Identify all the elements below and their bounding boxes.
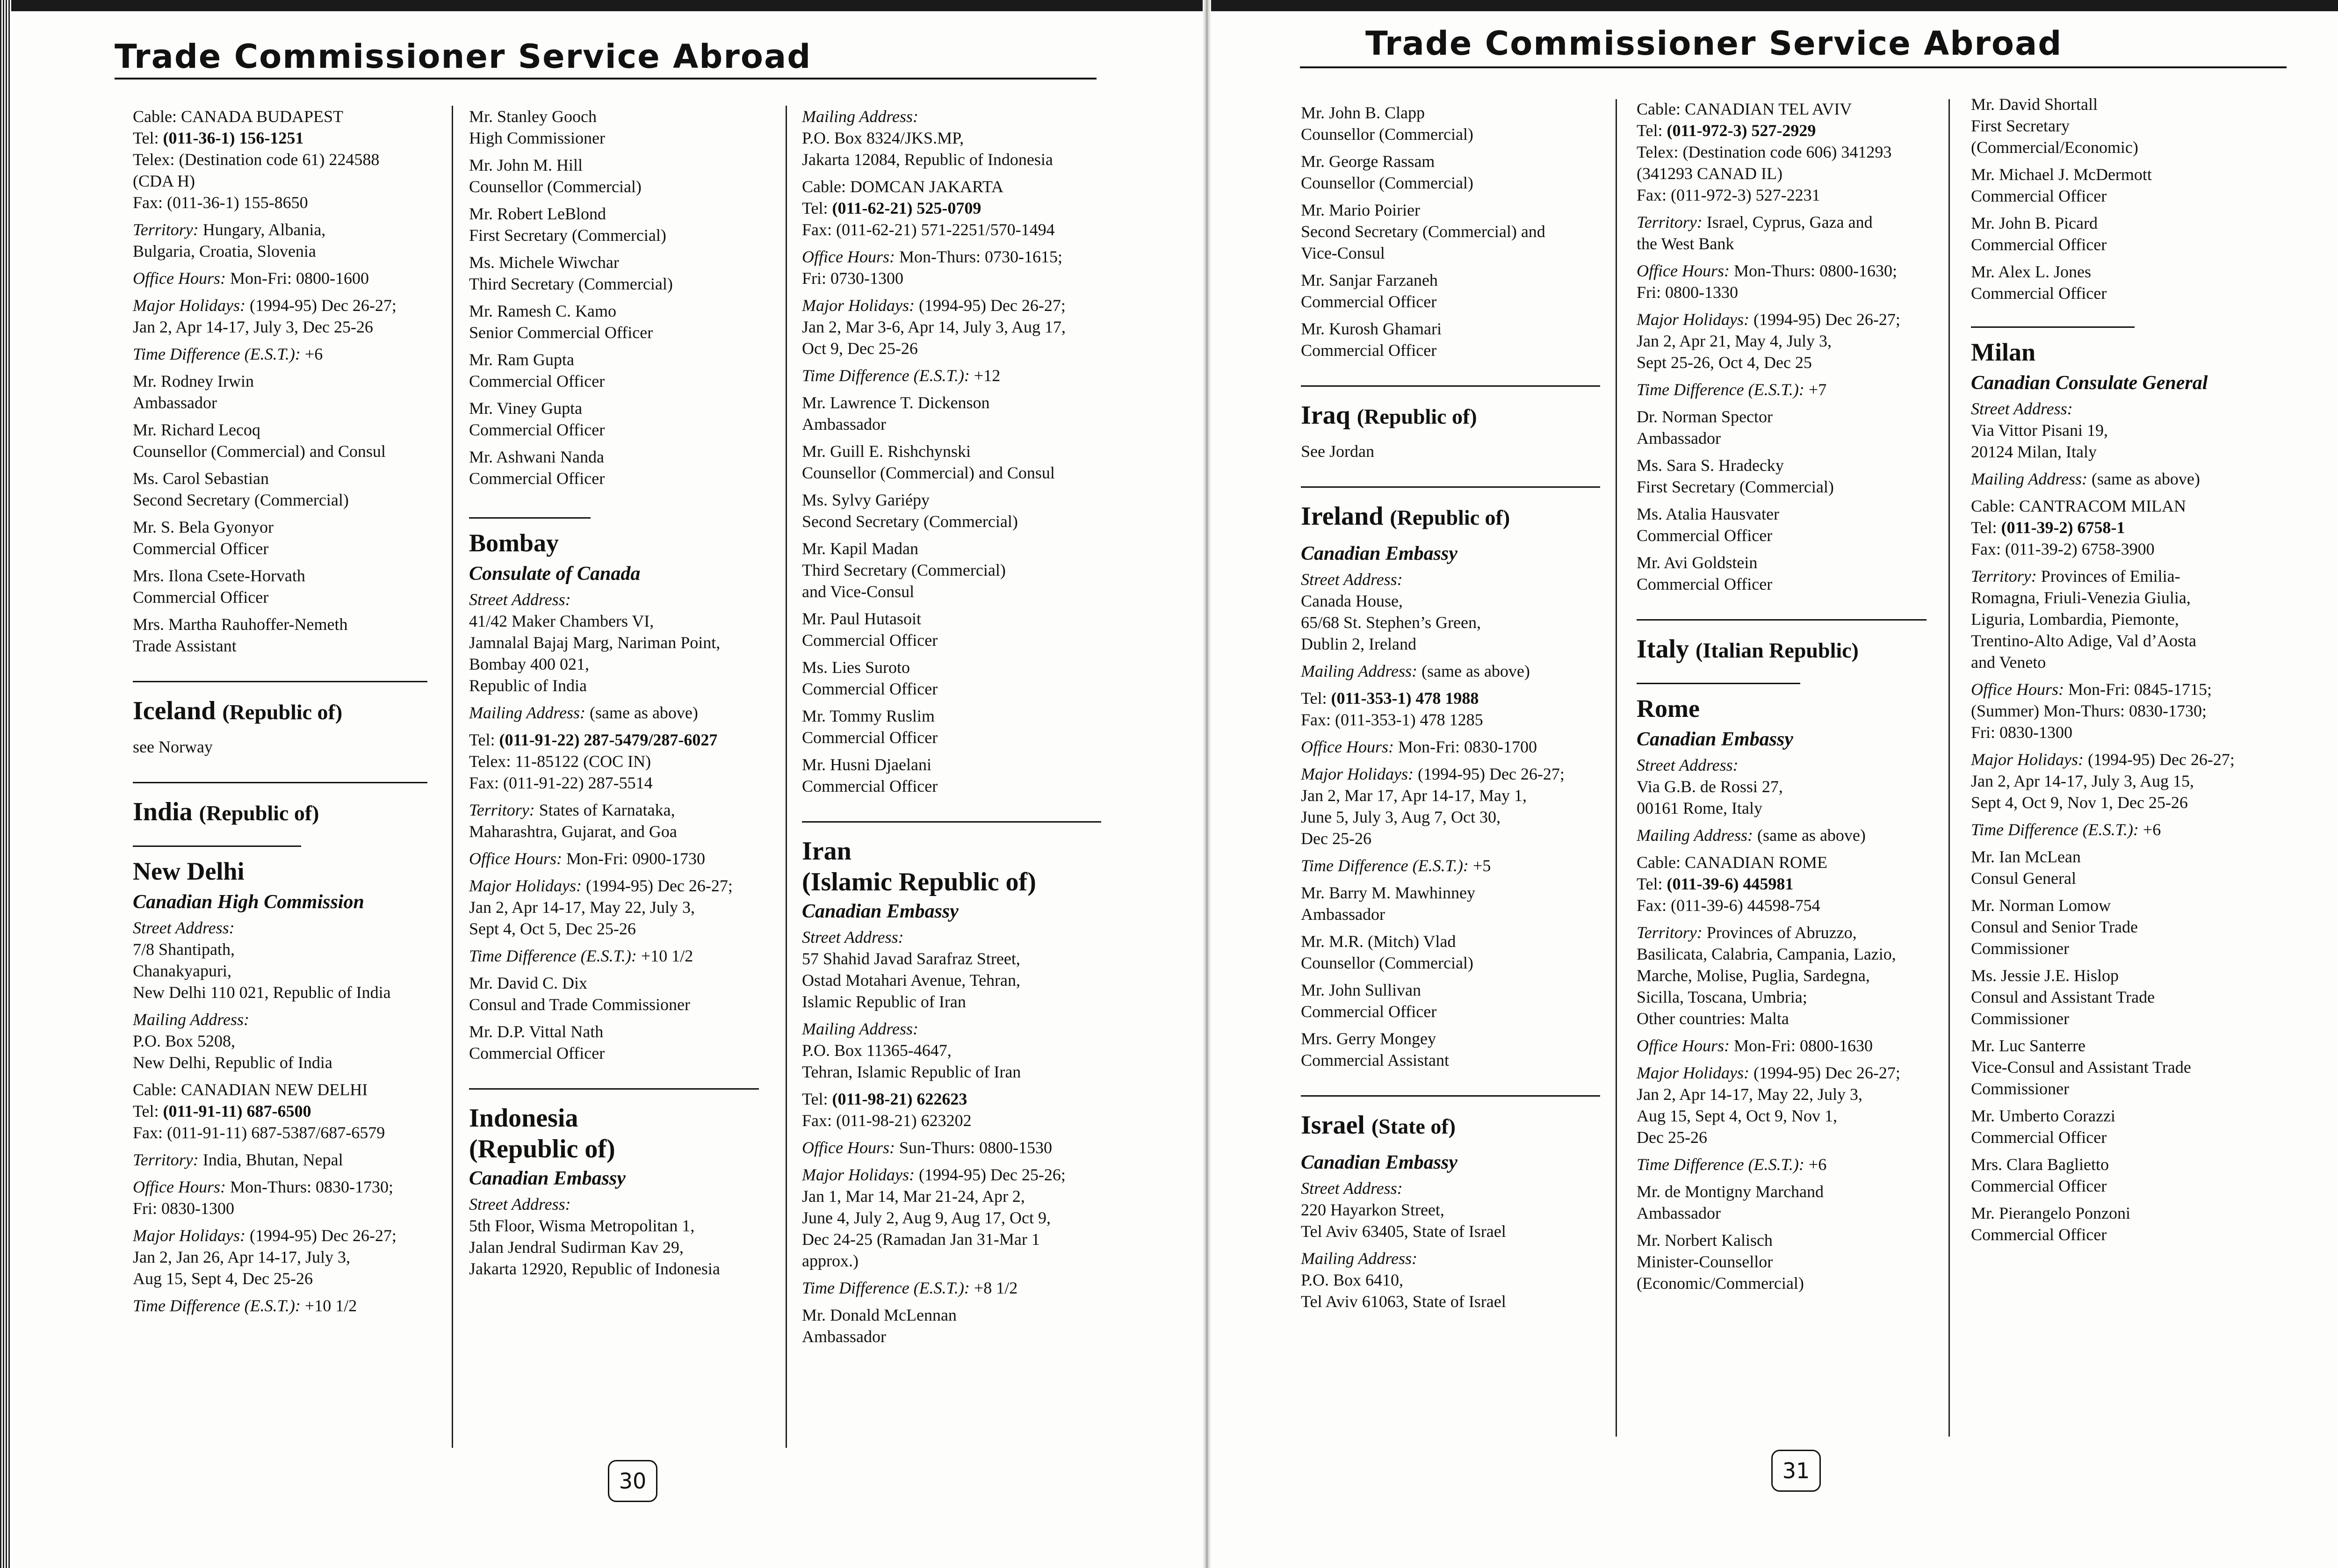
- office-hours: Office Hours: Sun-Thurs: 0800-1530: [802, 1138, 1052, 1157]
- telex: Telex: (Destination code 61) 224588: [133, 150, 380, 169]
- staff-entry: Ms. Atalia Hausvater Commercial Officer: [1637, 505, 1779, 545]
- staff-entry: Mr. Kapil Madan Third Secretary (Commercial) and Vice-Consul: [802, 539, 1006, 601]
- staff-entry: Mr. Mario Poirier Second Secretary (Commercial) and Vice-Consul: [1301, 201, 1545, 262]
- staff-entry: Ms. Michele Wiwchar Third Secretary (Commercial): [469, 253, 673, 293]
- territory: Territory: India, Bhutan, Nepal: [133, 1150, 343, 1169]
- major-holidays: Major Holidays: (1994-95) Dec 25-26; Jan 1, Mar 14, Mar 21-24, Apr 2, June 4, July 2, Aug 9, Aug 17, Oct 9, Dec 24-25 (Ramadan Jan 31-Mar 1 approx.): [802, 1165, 1066, 1270]
- time-difference: Time Difference (E.S.T.): +5: [1301, 856, 1491, 875]
- street-address: Street Address: Via Vittor Pisani 19, 20124 Milan, Italy: [1971, 399, 2108, 461]
- staff-entry: Mr. Ian McLean Consul General: [1971, 847, 2081, 888]
- section-rule: [133, 782, 427, 783]
- column-divider: [1948, 99, 1950, 1437]
- mailing-address: Mailing Address: (same as above): [469, 703, 698, 722]
- mailing-address: Mailing Address: P.O. Box 8324/JKS.MP, Jakarta 12084, Republic of Indonesia: [802, 107, 1053, 169]
- contact: Tel: (011-91-22) 287-5479/287-6027 Telex: 11-85122 (COC IN) Fax: (011-91-22) 287-5514: [469, 730, 718, 792]
- office-type: Canadian Consulate General: [1971, 372, 2208, 394]
- staff-entry: Mr. Robert LeBlond First Secretary (Commercial): [469, 204, 666, 245]
- staff-entry: Mrs. Gerry Mongey Commercial Assistant: [1301, 1029, 1449, 1069]
- office-hours: Office Hours: Mon-Thurs: 0800-1630; Fri: 0800-1330: [1637, 261, 1897, 302]
- section-rule: [469, 517, 591, 519]
- major-holidays: Major Holidays: (1994-95) Dec 26-27; Jan 2, Apr 14-17, May 22, July 3, Sept 4, Oct 5, Dec 25-26: [469, 876, 733, 938]
- office-type: Canadian High Commission: [133, 891, 364, 913]
- column-5: [1637, 98, 1952, 1300]
- time-difference: Time Difference (E.S.T.): +6: [133, 345, 323, 363]
- territory: Territory: Israel, Cyprus, Gaza and the West Bank: [1637, 213, 1873, 253]
- street-address: Street Address: 7/8 Shantipath, Chanakyapuri, New Delhi 110 021, Republic of India: [133, 918, 391, 1002]
- book-gutter: [1203, 0, 1211, 1568]
- time-difference: Time Difference (E.S.T.): +7: [1637, 380, 1827, 399]
- city-heading-bombay: Bombay: [469, 529, 559, 557]
- contact: Cable: CANTRACOM MILAN Tel: (011-39-2) 6758-1 Fax: (011-39-2) 6758-3900: [1971, 497, 2186, 558]
- staff-entry: Mr. Umberto Corazzi Commercial Officer: [1971, 1106, 2115, 1147]
- staff-entry: Mr. Paul Hutasoit Commercial Officer: [802, 609, 938, 650]
- office-hours: Office Hours: Mon-Fri: 0830-1700: [1301, 737, 1537, 756]
- contact: Tel: (011-353-1) 478 1988 Fax: (011-353-1) 478 1285: [1301, 689, 1483, 729]
- section-rule: [133, 845, 301, 847]
- office-hours: Office Hours: Mon-Fri: 0800-1630: [1637, 1036, 1873, 1055]
- territory: Territory: Provinces of Emilia- Romagna, Friuli-Venezia Giulia, Liguria, Lombardia, Piemonte, Trentino-Alto Adige, Val d’Aosta and Veneto: [1971, 567, 2196, 672]
- major-holidays: Major Holidays: (1994-95) Dec 26-27; Jan 2, Mar 3-6, Apr 14, July 3, Aug 17, Oct 9, Dec 25-26: [802, 296, 1066, 358]
- page-number-30: 30: [608, 1460, 657, 1502]
- staff-entry: Mr. Guill E. Rishchynski Counsellor (Commercial) and Consul: [802, 442, 1055, 482]
- major-holidays: Major Holidays: (1994-95) Dec 26-27; Jan 2, Apr 14-17, July 3, Dec 25-26: [133, 296, 397, 336]
- staff-entry: Ms. Lies Suroto Commercial Officer: [802, 658, 938, 698]
- territory: Territory: Hungary, Albania, Bulgaria, Croatia, Slovenia: [133, 220, 326, 260]
- column-2: [469, 106, 785, 1285]
- section-rule: [1301, 385, 1600, 387]
- staff-entry: Mr. Pierangelo Ponzoni Commercial Officer: [1971, 1204, 2130, 1244]
- header-rule-left: [115, 78, 1097, 79]
- staff-entry: Mr. John B. Picard Commercial Officer: [1971, 214, 2107, 254]
- staff-entry: Mr. John Sullivan Commercial Officer: [1301, 981, 1437, 1021]
- country-heading-india: India (Republic of): [133, 797, 319, 826]
- staff-entry: Mr. Richard Lecoq Counsellor (Commercial) and Consul: [133, 420, 386, 461]
- country-heading-ireland: Ireland (Republic of): [1301, 502, 1510, 531]
- country-heading-iceland: Iceland (Republic of): [133, 696, 343, 725]
- staff-entry: Mr. David Shortall First Secretary (Commercial/Economic): [1971, 95, 2138, 157]
- office-hours: Office Hours: Mon-Fri: 0845-1715; (Summer) Mon-Thurs: 0830-1730; Fri: 0830-1300: [1971, 680, 2212, 742]
- staff-entry: Mr. David C. Dix Consul and Trade Commissioner: [469, 974, 691, 1014]
- mailing-address: Mailing Address: P.O. Box 11365-4647, Tehran, Islamic Republic of Iran: [802, 1019, 1021, 1081]
- mailing-address: Mailing Address: (same as above): [1637, 826, 1866, 845]
- section-rule: [1637, 683, 1800, 684]
- time-difference: Time Difference (E.S.T.): +6: [1971, 820, 2161, 839]
- territory: Territory: Provinces of Abruzzo, Basilicata, Calabria, Campania, Lazio, Marche, Molise, Puglia, Sardegna, Sicilla, Toscana, Umbria; Other countries: Malta: [1637, 923, 1896, 1028]
- territory: Territory: States of Karnataka, Maharashtra, Gujarat, and Goa: [469, 801, 677, 841]
- office-type: Canadian Embassy: [1637, 729, 1793, 750]
- office-hours: Office Hours: Mon-Fri: 0900-1730: [469, 849, 705, 868]
- staff-entry: Mr. Ramesh C. Kamo Senior Commercial Officer: [469, 302, 653, 342]
- contact: Tel: (011-98-21) 622623 Fax: (011-98-21) 623202: [802, 1090, 972, 1130]
- time-difference: Time Difference (E.S.T.): +8 1/2: [802, 1279, 1018, 1297]
- city-heading-milan: Milan: [1971, 338, 2036, 366]
- section-rule: [1301, 1095, 1600, 1097]
- major-holidays: Major Holidays: (1994-95) Dec 26-27; Jan 2, Apr 14-17, July 3, Aug 15, Sept 4, Oct 9, Nov 1, Dec 25-26: [1971, 750, 2235, 812]
- staff-entry: Mr. Norbert Kalisch Minister-Counsellor (Economic/Commercial): [1637, 1231, 1804, 1293]
- mailing-address: Mailing Address: P.O. Box 6410, Tel Aviv 61063, State of Israel: [1301, 1249, 1506, 1311]
- major-holidays: Major Holidays: (1994-95) Dec 26-27; Jan 2, Apr 14-17, May 22, July 3, Aug 15, Sept 4, Oct 9, Nov 1, Dec 25-26: [1637, 1063, 1900, 1147]
- country-heading-iran: Iran (Islamic Republic of): [802, 837, 1036, 896]
- city-heading-rome: Rome: [1637, 694, 1700, 723]
- major-holidays: Major Holidays: (1994-95) Dec 26-27; Jan 2, Mar 17, Apr 14-17, May 1, June 5, July 3, Aug 7, Oct 30, Dec 25-26: [1301, 765, 1565, 848]
- staff-entry: Mr. Tommy Ruslim Commercial Officer: [802, 707, 938, 747]
- section-rule: [133, 681, 427, 682]
- street-address: Street Address: 220 Hayarkon Street, Tel Aviv 63405, State of Israel: [1301, 1179, 1506, 1241]
- page-number-31: 31: [1771, 1450, 1821, 1492]
- staff-entry: Mr. Ashwani Nanda Commercial Officer: [469, 448, 605, 488]
- cable: Cable: CANADA BUDAPEST: [133, 107, 344, 126]
- office-type: Canadian Embassy: [1301, 543, 1458, 564]
- office-hours: Office Hours: Mon-Fri: 0800-1600: [133, 269, 369, 288]
- staff-entry: Mr. D.P. Vittal Nath Commercial Officer: [469, 1022, 605, 1062]
- staff-entry: Mrs. Ilona Csete-Horvath Commercial Officer: [133, 566, 305, 607]
- staff-entry: Mr. Avi Goldstein Commercial Officer: [1637, 553, 1773, 593]
- staff-entry: Ms. Sylvy Gariépy Second Secretary (Commercial): [802, 491, 1018, 531]
- street-address: Street Address: 5th Floor, Wisma Metropolitan 1, Jalan Jendral Sudirman Kav 29, Jakarta 12920, Republic of Indonesia: [469, 1195, 720, 1278]
- office-type: Consulate of Canada: [469, 563, 641, 585]
- section-rule: [1971, 326, 2135, 328]
- column-divider: [786, 106, 787, 1448]
- staff-entry: Mrs. Martha Rauhoffer-Nemeth Trade Assistant: [133, 615, 348, 655]
- staff-entry: Mr. Michael J. McDermott Commercial Officer: [1971, 165, 2152, 205]
- staff-entry: Mr. Alex L. Jones Commercial Officer: [1971, 262, 2107, 303]
- city-heading-new-delhi: New Delhi: [133, 857, 245, 885]
- budapest-contact: [133, 106, 448, 213]
- tel-aviv-contact: Cable: CANADIAN TEL AVIV Tel: (011-972-3) 527-2929 Telex: (Destination code 606) 341293 (341293 CANAD IL) Fax: (011-972-3) 527-2231: [1637, 100, 1892, 204]
- contact: Cable: DOMCAN JAKARTA Tel: (011-62-21) 525-0709 Fax: (011-62-21) 571-2251/570-1494: [802, 177, 1055, 239]
- section-rule: [1301, 486, 1600, 488]
- mailing-address: Mailing Address: (same as above): [1301, 662, 1530, 680]
- office-type: Canadian Embassy: [469, 1168, 626, 1189]
- staff-entry: Mr. Stanley Gooch High Commissioner: [469, 107, 606, 147]
- country-heading-indonesia: Indonesia (Republic of): [469, 1104, 615, 1163]
- time-difference: Time Difference (E.S.T.): +10 1/2: [133, 1296, 357, 1315]
- time-difference: Time Difference (E.S.T.): +12: [802, 366, 1001, 385]
- column-divider: [1616, 99, 1617, 1437]
- section-rule: [802, 821, 1101, 823]
- contact: Cable: CANADIAN ROME Tel: (011-39-6) 445981 Fax: (011-39-6) 44598-754: [1637, 853, 1827, 915]
- fax: Fax: (011-36-1) 155-8650: [133, 193, 308, 212]
- column-1: [133, 106, 448, 1322]
- street-address: Street Address: 57 Shahid Javad Sarafraz Street, Ostad Motahari Avenue, Tehran, Islamic Republic of Iran: [802, 928, 1021, 1011]
- tel: Tel: (011-36-1) 156-1251: [133, 129, 304, 147]
- staff-entry: Mr. Luc Santerre Vice-Consul and Assistant Trade Commissioner: [1971, 1036, 2191, 1098]
- staff-entry: Mr. John B. Clapp Counsellor (Commercial): [1301, 103, 1473, 144]
- office-type: Canadian Embassy: [1301, 1152, 1458, 1173]
- street-address: Street Address: Canada House, 65/68 St. Stephen’s Green, Dublin 2, Ireland: [1301, 570, 1481, 653]
- staff-entry: Mr. Ram Gupta Commercial Officer: [469, 350, 605, 390]
- telex-code: (CDA H): [133, 172, 195, 190]
- staff-entry: Ms. Sara S. Hradecky First Secretary (Commercial): [1637, 456, 1834, 496]
- street-address: Street Address: 41/42 Maker Chambers VI, Jamnalal Bajaj Marg, Nariman Point, Bombay 400 021, Republic of India: [469, 590, 721, 695]
- section-rule: [1637, 619, 1927, 621]
- cross-reference: See Jordan: [1301, 442, 1374, 461]
- time-difference: Time Difference (E.S.T.): +6: [1637, 1155, 1827, 1174]
- staff-entry: Ms. Carol Sebastian Second Secretary (Commercial): [133, 469, 349, 509]
- staff-entry: Mr. Sanjar Farzaneh Commercial Officer: [1301, 271, 1438, 311]
- staff-entry: Mr. Donald McLennan Ambassador: [802, 1306, 957, 1346]
- staff-entry: Mr. S. Bela Gyonyor Commercial Officer: [133, 518, 274, 558]
- mailing-address: Mailing Address: (same as above): [1971, 470, 2200, 488]
- staff-entry: Ms. Jessie J.E. Hislop Consul and Assistant Trade Commissioner: [1971, 966, 2155, 1028]
- office-hours: Office Hours: Mon-Thurs: 0730-1615; Fri: 0730-1300: [802, 247, 1062, 288]
- column-4: [1301, 102, 1616, 1318]
- contact: Cable: CANADIAN NEW DELHI Tel: (011-91-11) 687-6500 Fax: (011-91-11) 687-5387/687-6579: [133, 1080, 385, 1142]
- staff-entry: Dr. Norman Spector Ambassador: [1637, 407, 1773, 448]
- country-heading-iraq: Iraq (Republic of): [1301, 401, 1477, 430]
- staff-entry: Mr. John M. Hill Counsellor (Commercial): [469, 156, 642, 196]
- major-holidays: Major Holidays: (1994-95) Dec 26-27; Jan 2, Apr 21, May 4, July 3, Sept 25-26, Oct 4, Dec 25: [1637, 310, 1900, 372]
- staff-entry: Mr. Lawrence T. Dickenson Ambassador: [802, 393, 990, 434]
- country-heading-israel: Israel (State of): [1301, 1111, 1456, 1140]
- mailing-address: Mailing Address: P.O. Box 5208, New Delhi, Republic of India: [133, 1010, 332, 1072]
- page-header-right: Trade Commissioner Service Abroad: [1365, 24, 2063, 63]
- column-divider: [452, 106, 453, 1448]
- page-header-left: Trade Commissioner Service Abroad: [115, 37, 812, 76]
- major-holidays: Major Holidays: (1994-95) Dec 26-27; Jan 2, Jan 26, Apr 14-17, July 3, Aug 15, Sept 4, Dec 25-26: [133, 1226, 397, 1288]
- street-address: Street Address: Via G.B. de Rossi 27, 00161 Rome, Italy: [1637, 756, 1783, 817]
- time-difference: Time Difference (E.S.T.): +10 1/2: [469, 947, 693, 965]
- staff-entry: Mr. M.R. (Mitch) Vlad Counsellor (Commercial): [1301, 932, 1473, 972]
- staff-entry: Mr. Norman Lomow Consul and Senior Trade Commissioner: [1971, 896, 2138, 958]
- section-rule: [469, 1088, 759, 1090]
- column-3: [802, 106, 1118, 1353]
- header-rule-right: [1300, 66, 2287, 68]
- staff-entry: Mrs. Clara Baglietto Commercial Officer: [1971, 1155, 2109, 1195]
- staff-entry: Mr. Kurosh Ghamari Commercial Officer: [1301, 319, 1442, 360]
- staff-entry: Mr. Rodney Irwin Ambassador: [133, 372, 254, 412]
- staff-entry: Mr. Husni Djaelani Commercial Officer: [802, 755, 938, 795]
- staff-entry: Mr. Barry M. Mawhinney Ambassador: [1301, 883, 1475, 924]
- cross-reference: see Norway: [133, 737, 213, 756]
- column-6: [1971, 94, 2287, 1251]
- office-hours: Office Hours: Mon-Thurs: 0830-1730; Fri: 0830-1300: [133, 1178, 393, 1218]
- staff-entry: Mr. Viney Gupta Commercial Officer: [469, 399, 605, 439]
- staff-entry: Mr. George Rassam Counsellor (Commercial): [1301, 152, 1473, 192]
- staff-entry: Mr. de Montigny Marchand Ambassador: [1637, 1182, 1824, 1222]
- country-heading-italy: Italy (Italian Republic): [1637, 635, 1859, 664]
- office-type: Canadian Embassy: [802, 901, 959, 922]
- page-31: [1211, 0, 2338, 1568]
